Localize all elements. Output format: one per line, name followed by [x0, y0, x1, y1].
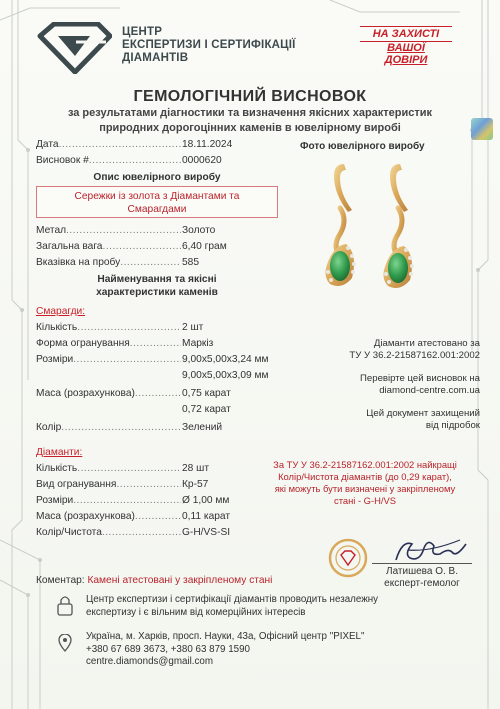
- tu-note: За ТУ У 36.2-21587162.001:2002 найкращі Колір/Чистота діамантів (до 0,29 карат), які можуть бути визначені у закріпленому стані - G-H/VS: [273, 459, 457, 506]
- verify-note: Перевірте цей висновок на diamond-centre.com.ua: [360, 373, 480, 396]
- address: Україна, м. Харків, просп. Науки, 43а, Офісний центр "PIXEL": [86, 631, 365, 642]
- page-subtitle: за результатами діагностики та визначення якісних характеристик природних дорогоцінних каменів в ювелірному виробі: [67, 107, 433, 134]
- phones: +380 67 689 3673, +380 63 879 1590: [86, 643, 250, 655]
- emerald-mass-value-1: 0,75 карат: [182, 388, 231, 399]
- diamond-cut-label: Вид огранування .....: [36, 479, 181, 490]
- email: centre.diamonds@gmail.com: [86, 656, 214, 667]
- protected-note: Цей документ захищений від підробок: [366, 408, 480, 431]
- emerald-mass-value-2: 0,72 карат: [182, 404, 231, 415]
- diamond-size-value: Ø 1,00 мм: [182, 495, 230, 506]
- probe-label: Вказівка на пробу .....: [36, 257, 181, 268]
- diamond-color-label: Колір/Чистота .....: [36, 527, 181, 538]
- emerald-color-value: Зелений: [182, 422, 223, 433]
- emerald-count-label: Кількість .....: [36, 322, 181, 333]
- location-pin-icon: [58, 634, 72, 652]
- diamond-mass-value: 0,11 карат: [182, 511, 231, 522]
- independence-note: Центр експертизи і сертифікації діамантів проводить незалежну експертизу і є вільним від комерційних інтересів: [86, 594, 379, 618]
- emerald-size-value-1: 9,00x5,00x3,24 мм: [182, 354, 269, 365]
- metal-label: Метал .....: [36, 225, 181, 236]
- emerald-count-value: 2 шт: [182, 322, 204, 333]
- weight-label: Загальна вага .....: [36, 241, 181, 252]
- signer-block: [372, 563, 472, 590]
- metal-value: Золото: [182, 225, 216, 236]
- diamond-size-label: Розміри .....: [36, 495, 181, 506]
- hologram-icon: [471, 118, 493, 140]
- emeralds-heading: Смарагди:: [36, 306, 86, 317]
- photo-caption: Фото ювелірного виробу: [300, 141, 425, 152]
- date-label: Дата .....: [36, 139, 181, 150]
- signer-role: експерт-гемолог: [384, 578, 460, 589]
- diamond-cut-value: Кр-57: [182, 479, 209, 490]
- diamond-count-label: Кількість .....: [36, 463, 181, 474]
- item-desc-heading: Опис ювелірного виробу: [93, 172, 221, 183]
- org-name: ЦЕНТР ЕКСПЕРТИЗИ І СЕРТИФІКАЦІЇ ДІАМАНТІВ: [122, 26, 296, 64]
- emerald-cut-value: Маркіз: [182, 338, 214, 349]
- diamond-count-value: 28 шт: [182, 463, 210, 474]
- emerald-size-value-2: 9,00x5,00x3,09 мм: [182, 370, 269, 381]
- comment-value: Камені атестовані у закріпленому стані: [87, 575, 273, 586]
- diamond-logo-icon: [36, 22, 112, 74]
- seal-icon: [328, 538, 368, 578]
- earrings-photo: [304, 160, 444, 310]
- emerald-size-label: Розміри .....: [36, 354, 181, 365]
- trust-stamp: НА ЗАХИСТІ ВАШОЇ ДОВІРИ: [360, 26, 452, 64]
- date-value: 18.11.2024: [182, 139, 233, 150]
- probe-value: 585: [182, 257, 199, 268]
- weight-value: 6,40 грам: [182, 241, 227, 252]
- comment-row: [36, 575, 272, 586]
- number-label: Висновок # .....: [36, 155, 181, 166]
- lock-icon: [56, 594, 74, 616]
- page-title: ГЕМОЛОГІЧНИЙ ВИСНОВОК: [133, 88, 367, 105]
- diamond-color-value: G-H/VS-SI: [182, 527, 231, 538]
- item-description: Сережки із золота з Діамантами та Смарагдами: [36, 186, 278, 218]
- comment-label: Коментар:: [36, 575, 85, 586]
- diamond-mass-label: Маса (розрахункова) .....: [36, 511, 181, 522]
- signer-name: Латишева О. В.: [386, 566, 458, 577]
- emerald-cut-label: Форма огранування .....: [36, 338, 181, 349]
- emerald-mass-label: Маса (розрахункова) .....: [36, 388, 181, 399]
- contact-block: [86, 631, 364, 669]
- stones-heading: Найменування та якісні характеристики каменів: [96, 274, 218, 298]
- emerald-color-label: Колір .....: [36, 422, 181, 433]
- certified-note: Діаманти атестовано за ТУ У 36.2-21587162.001:2002: [349, 338, 480, 361]
- number-value: 0000620: [182, 155, 222, 166]
- diamonds-heading: Діаманти:: [36, 447, 83, 458]
